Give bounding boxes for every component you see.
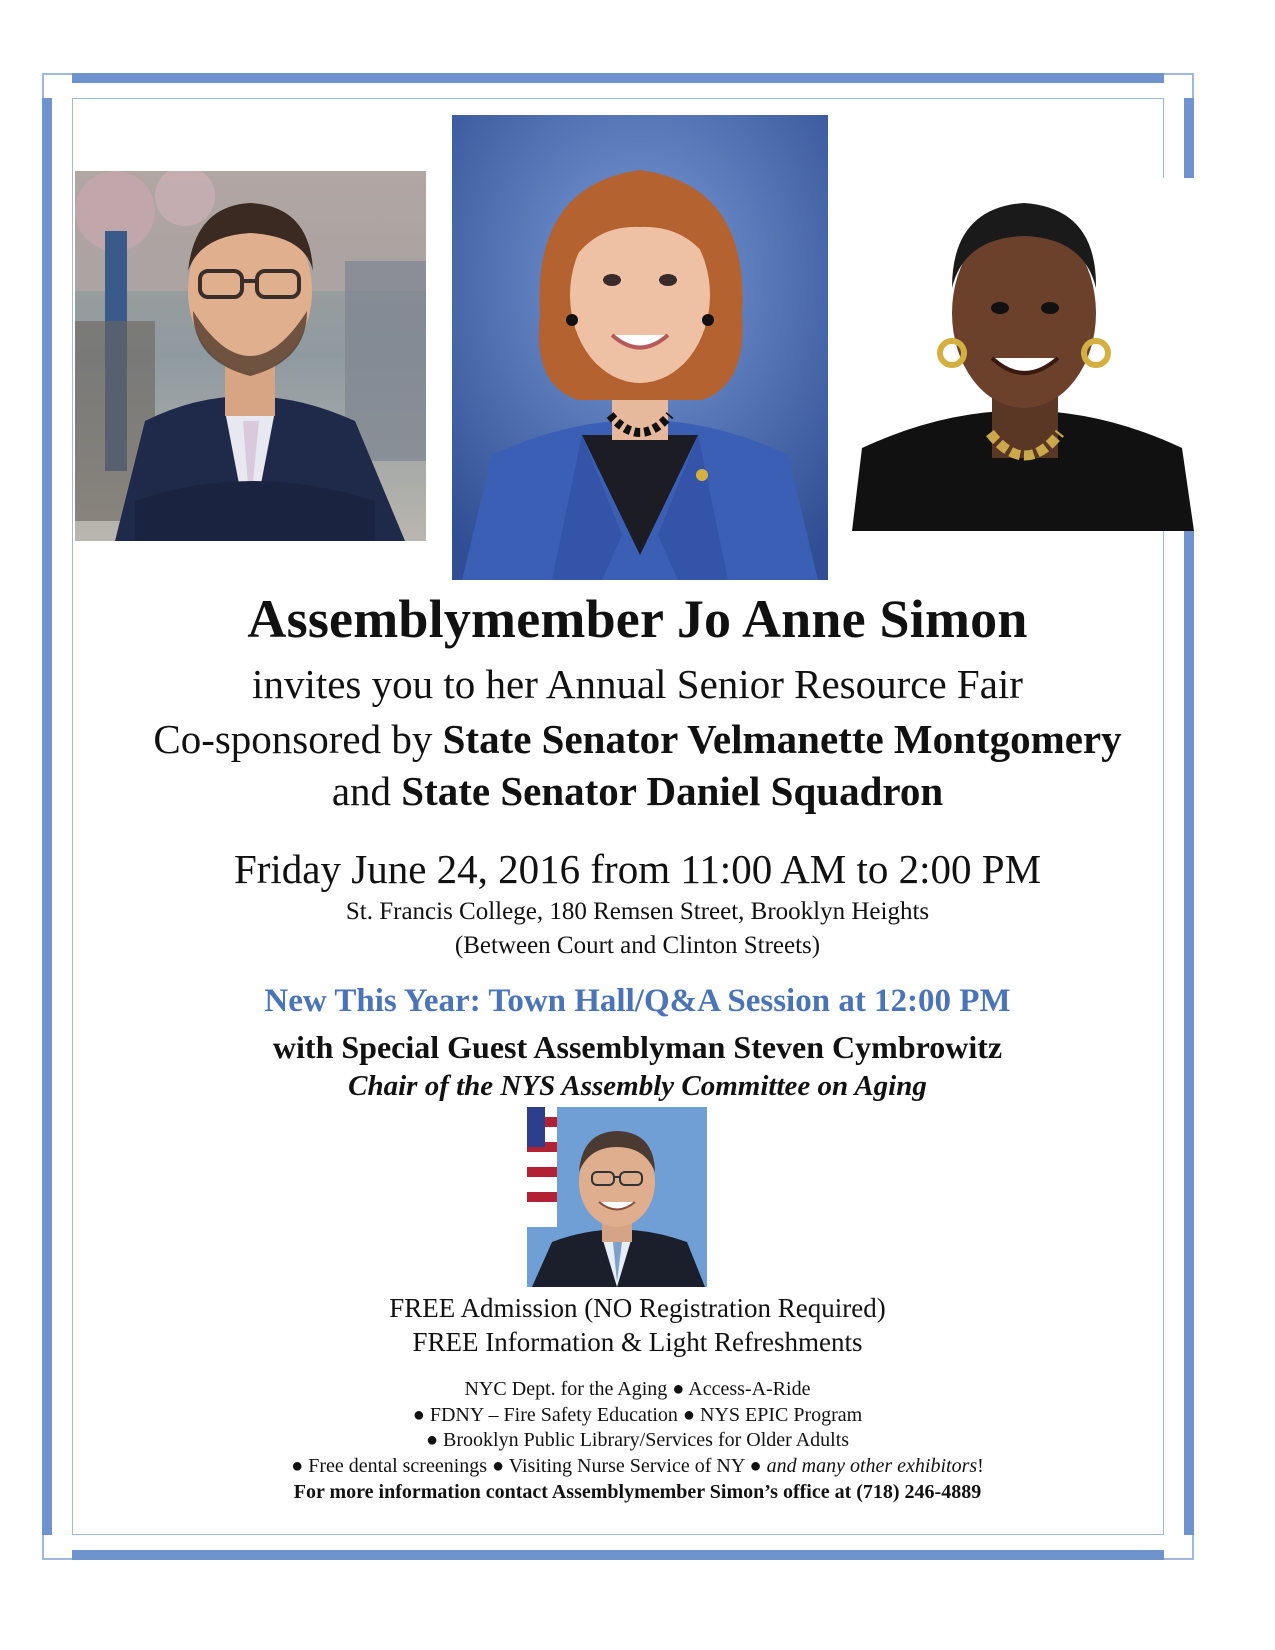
cosponsor-line: [60, 715, 1215, 763]
portrait-photo-daniel-squadron: [75, 171, 426, 541]
portrait-photo-velmanette-montgomery: [852, 178, 1194, 531]
exhibitor-line-4-italic: and many other exhibitors: [766, 1455, 978, 1477]
cosponsor-line-2: [60, 767, 1215, 815]
border-bar-top: [72, 73, 1164, 83]
event-date-time: Friday June 24, 2016 from 11:00 AM to 2:00 PM: [233, 846, 1042, 892]
event-cross-streets: (Between Court and Clinton Streets): [454, 932, 821, 959]
exhibitor-line-2: ● FDNY – Fire Safety Education ● NYS EPIC Program: [412, 1404, 863, 1426]
headline: Assemblymember Jo Anne Simon: [247, 589, 1028, 649]
exhibitor-line-1: NYC Dept. for the Aging ● Access-A-Ride: [464, 1378, 811, 1400]
exhibitor-line-4-end: !: [977, 1455, 984, 1477]
special-guest-role: Chair of the NYS Assembly Committee on Aging: [348, 1070, 927, 1102]
free-admission: FREE Admission (NO Registration Required): [389, 1293, 886, 1323]
exhibitor-line-3: ● Brooklyn Public Library/Services for Older Adults: [425, 1429, 850, 1451]
town-hall-title: New This Year: Town Hall/Q&A Session at 12:00 PM: [264, 983, 1011, 1019]
border-bar-bottom: [72, 1550, 1164, 1560]
special-guest: with Special Guest Assemblyman Steven Cymbrowitz: [272, 1029, 1003, 1065]
cosponsor-senator-1: State Senator Velmanette Montgomery: [442, 716, 1122, 762]
cosponsor-connector: and: [331, 768, 402, 814]
portrait-photo-jo-anne-simon: [452, 115, 828, 580]
exhibitor-line-4-text: ● Free dental screenings ● Visiting Nurse Service of NY ●: [291, 1455, 767, 1477]
cosponsor-senator-2: State Senator Daniel Squadron: [401, 768, 944, 814]
border-bar-left: [42, 98, 52, 1535]
cosponsor-prefix: Co-sponsored by: [153, 716, 443, 762]
exhibitor-line-4: [60, 1455, 1215, 1478]
contact-info: For more information contact Assemblymember Simon’s office at (718) 246-4889: [293, 1481, 982, 1503]
free-information: FREE Information & Light Refreshments: [412, 1327, 863, 1357]
portrait-photo-steven-cymbrowitz: [527, 1107, 707, 1287]
event-address: St. Francis College, 180 Remsen Street, Brooklyn Heights: [345, 898, 930, 925]
invitation-line: invites you to her Annual Senior Resource Fair: [252, 661, 1023, 707]
